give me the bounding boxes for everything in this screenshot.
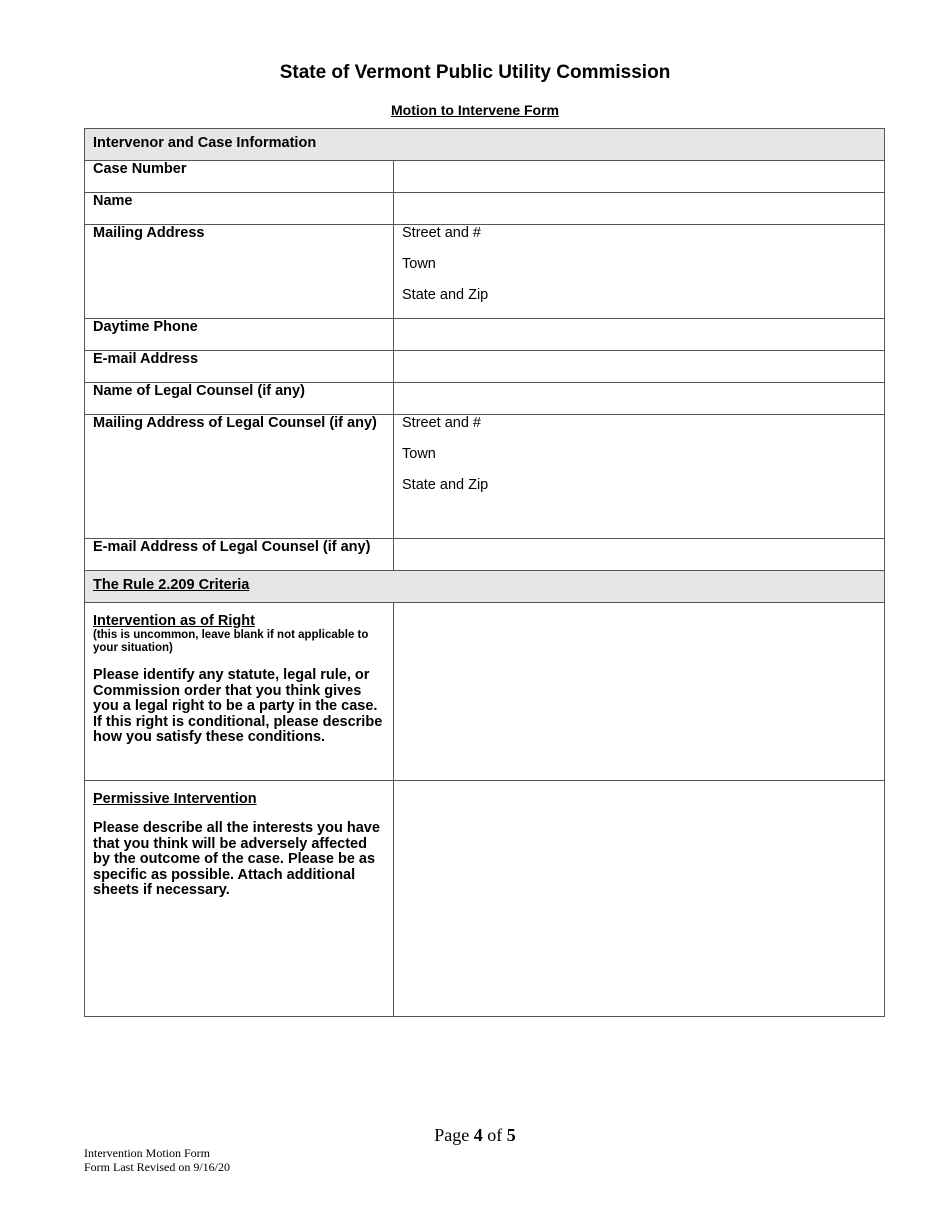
state-zip-line: State and Zip <box>402 287 489 303</box>
mailing-address-label: Mailing Address <box>85 225 394 319</box>
page-of: of <box>487 1125 503 1145</box>
form-title: State of Vermont Public Utility Commission <box>279 62 671 83</box>
row-counsel-name <box>85 383 885 415</box>
row-intervention-right <box>85 603 885 781</box>
counsel-email-label: E-mail Address of Legal Counsel (if any) <box>85 539 394 571</box>
footer-revision: Form Last Revised on 9/16/20 <box>84 1160 230 1174</box>
town-line: Town <box>402 256 436 272</box>
row-permissive <box>85 781 885 1017</box>
mailing-address-field[interactable] <box>394 225 885 319</box>
case-number-field[interactable] <box>394 161 885 193</box>
counsel-name-field[interactable] <box>394 383 885 415</box>
daytime-phone-field[interactable] <box>394 319 885 351</box>
page-number <box>0 1125 950 1146</box>
section-criteria-cell <box>85 571 885 603</box>
section-criteria-heading: The Rule 2.209 Criteria <box>93 577 250 593</box>
footer-form-name: Intervention Motion Form <box>84 1146 210 1160</box>
permissive-cell <box>85 781 394 1017</box>
page-total: 5 <box>506 1125 516 1145</box>
row-name <box>85 193 885 225</box>
row-case-number <box>85 161 885 193</box>
form-subtitle-text: Motion to Intervene Form <box>391 102 559 118</box>
intervention-right-note: (this is uncommon, leave blank if not applicable to your situation) <box>93 629 369 654</box>
row-email <box>85 351 885 383</box>
section-row-intervenor <box>85 129 885 161</box>
section-row-criteria <box>85 571 885 603</box>
intervene-form-table <box>84 128 885 1017</box>
permissive-heading: Permissive Intervention <box>93 791 257 807</box>
intervention-right-field[interactable] <box>394 603 885 781</box>
footer <box>84 1146 230 1174</box>
case-number-label: Case Number <box>85 161 394 193</box>
row-daytime-phone <box>85 319 885 351</box>
intervention-right-cell <box>85 603 394 781</box>
counsel-address-label: Mailing Address of Legal Counsel (if any) <box>85 415 394 539</box>
street-line: Street and # <box>402 225 481 241</box>
intervention-right-heading: Intervention as of Right <box>93 613 255 629</box>
counsel-name-label: Name of Legal Counsel (if any) <box>85 383 394 415</box>
counsel-address-field[interactable] <box>394 415 885 539</box>
form-subtitle <box>0 102 950 118</box>
counsel-email-field[interactable] <box>394 539 885 571</box>
permissive-instructions: Please describe all the interests you have that you think will be adversely affected by the outcome of the case. Please be as specific as possible. Attach additional sheets if necessary. <box>93 820 380 898</box>
permissive-field[interactable] <box>394 781 885 1017</box>
email-field[interactable] <box>394 351 885 383</box>
counsel-state-zip-line: State and Zip <box>402 477 489 493</box>
section-intervenor-heading: Intervenor and Case Information <box>85 129 885 161</box>
counsel-town-line: Town <box>402 446 436 462</box>
email-label: E-mail Address <box>85 351 394 383</box>
name-field[interactable] <box>394 193 885 225</box>
page-prefix: Page <box>434 1125 470 1145</box>
intervention-right-instructions: Please identify any statute, legal rule, or Commission order that you think gives you a legal right to be a party in the case. If this right is conditional, please describe how you satisfy these conditions. <box>93 667 383 745</box>
name-label: Name <box>85 193 394 225</box>
page-current: 4 <box>473 1125 483 1145</box>
row-counsel-address <box>85 415 885 539</box>
counsel-street-line: Street and # <box>402 415 481 431</box>
daytime-phone-label: Daytime Phone <box>85 319 394 351</box>
row-mailing-address <box>85 225 885 319</box>
row-counsel-email <box>85 539 885 571</box>
